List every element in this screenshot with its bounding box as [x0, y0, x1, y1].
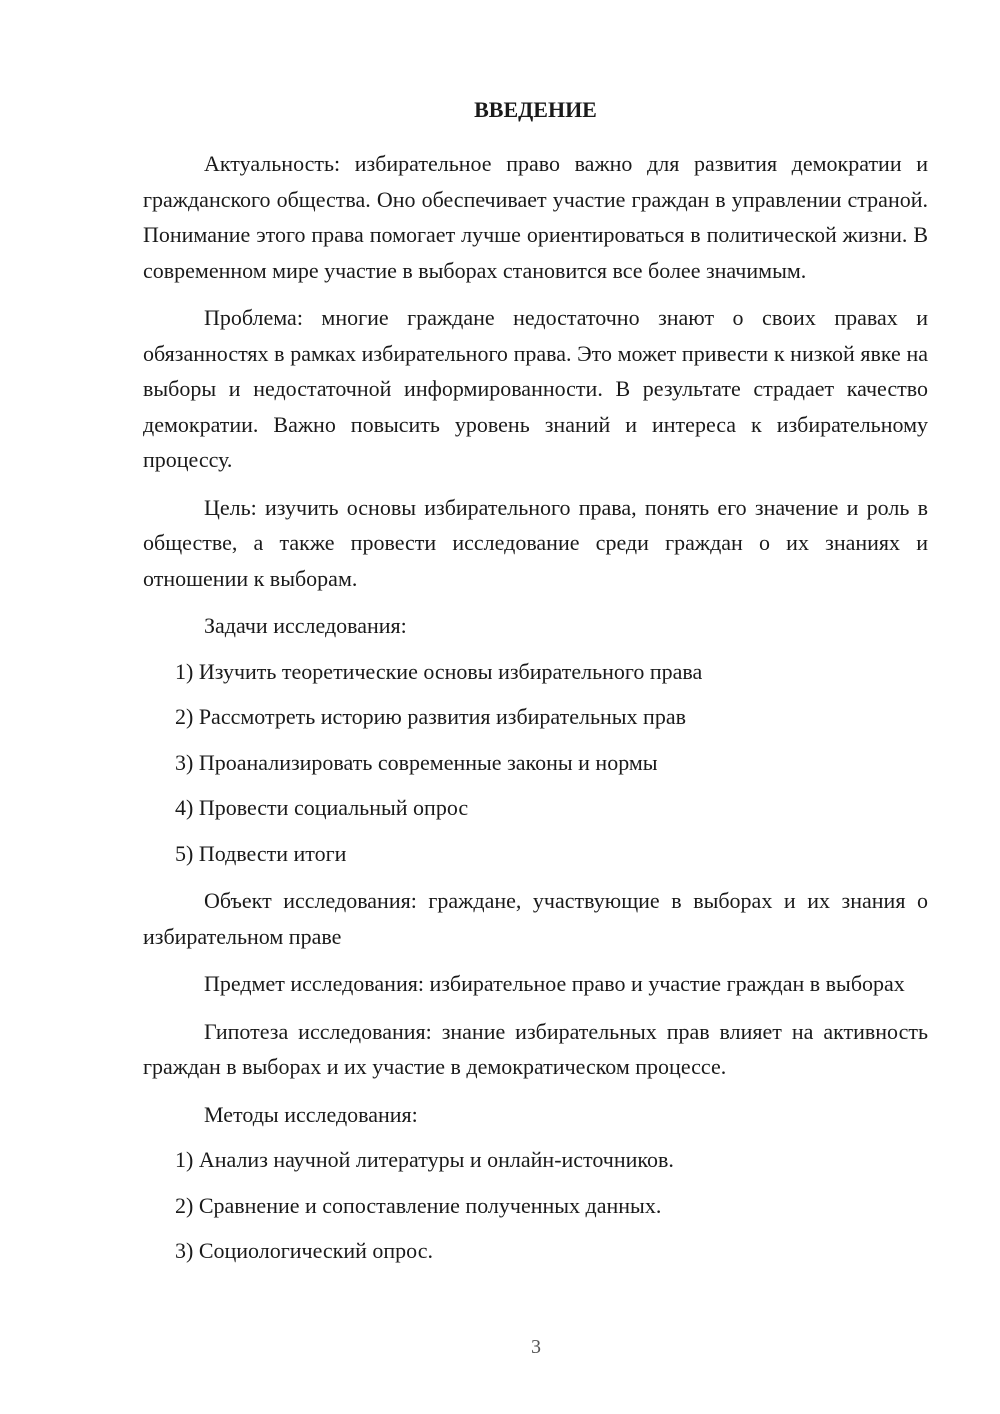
task-item-5: 5) Подвести итоги — [175, 840, 347, 866]
method-item-3: 3) Социологический опрос. — [175, 1238, 433, 1263]
task-item-2: 2) Рассмотреть историю развития избирательных прав — [175, 704, 686, 729]
task-item-1: 1) Изучить теоретические основы избирательного права — [175, 658, 703, 684]
object-paragraph: Объект исследования: граждане, участвующие в выборах и их знания о избирательном праве — [143, 888, 928, 949]
page-number: 3 — [531, 1336, 541, 1358]
methods-list — [143, 1142, 928, 1269]
methods-heading: Методы исследования: — [204, 1101, 418, 1127]
page-title: ВВЕДЕНИЕ — [474, 97, 597, 122]
tasks-heading: Задачи исследования: — [204, 613, 407, 638]
subject-paragraph: Предмет исследования: избирательное право и участие граждан в выборах — [204, 971, 905, 996]
hypothesis-paragraph: Гипотеза исследования: знание избирательных прав влияет на активность граждан в выборах и их участие в демократическом процессе. — [143, 1018, 928, 1079]
relevance-paragraph: Актуальность: избирательное право важно для развития демократии и гражданского общества. Оно обеспечивает участие граждан в управлении страной. Понимание этого права помогает лучше ориентироваться в политической жизни. В современном мире участие в выборах становится все более значимым. — [143, 151, 928, 283]
method-item-2: 2) Сравнение и сопоставление полученных данных. — [175, 1192, 662, 1218]
goal-paragraph: Цель: изучить основы избирательного права, понять его значение и роль в обществе, а также провести исследование среди граждан о их знаниях и отношении к выборам. — [143, 494, 928, 591]
problem-paragraph: Проблема: многие граждане недостаточно знают о своих правах и обязанностях в рамках избирательного права. Это может привести к низкой явке на выборы и недостаточной информированности. В результате страдает качество демократии. Важно повысить уровень знаний и интереса к избирательному процессу. — [143, 305, 928, 472]
page-content — [143, 96, 928, 1279]
task-item-3: 3) Проанализировать современные законы и нормы — [175, 749, 658, 775]
task-item-4: 4) Провести социальный опрос — [175, 795, 469, 820]
tasks-list — [143, 654, 928, 872]
method-item-1: 1) Анализ научной литературы и онлайн-источников. — [175, 1147, 674, 1172]
